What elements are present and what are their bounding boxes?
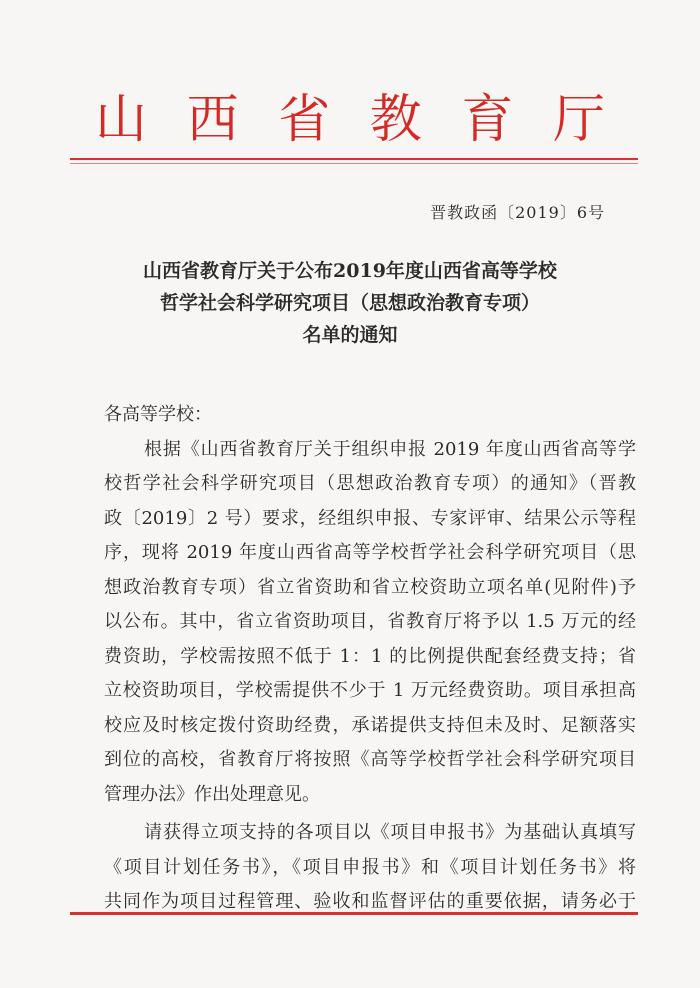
- body-line: 以公布。其中，省立省资助项目，省教育厅将予以 1.5 万元的经: [104, 611, 636, 632]
- body-line: 校应及时核定拨付资助经费，承诺提供支持但未及时、足额落实: [104, 714, 636, 736]
- title-line: 山西省教育厅关于公布2019年度山西省高等学校: [143, 260, 557, 282]
- header-red-rule: [70, 158, 638, 160]
- body-line: 立校资助项目，学校需提供不少于 1 万元经费资助。项目承担高: [104, 680, 636, 701]
- body-line: 请获得立项支持的各项目以《项目申报书》为基础认真填写: [144, 822, 636, 843]
- salutation: 各高等学校：: [104, 404, 212, 425]
- paragraph-2: [104, 816, 636, 920]
- body-line: 校哲学社会科学研究项目（思想政治教育专项）的通知》（晋教: [104, 473, 636, 494]
- body-line: 共同作为项目过程管理、验收和监督评估的重要依据，请务必于: [104, 891, 636, 912]
- document-title: [0, 255, 700, 351]
- letterhead-char: 省: [278, 90, 331, 150]
- letterhead-org-name: [95, 88, 605, 152]
- title-line: 名单的通知: [302, 324, 398, 346]
- body-line: 到位的高校，省教育厅将按照《高等学校哲学社会科学研究项目: [104, 749, 636, 770]
- footer-red-rule: [70, 912, 638, 915]
- body-line: 序，现将 2019 年度山西省高等学校哲学社会科学研究项目（思: [104, 542, 636, 563]
- document-number: 晋教政函〔2019〕6号: [430, 203, 605, 222]
- body-line: 费资助，学校需按照不低于 1：1 的比例提供配套经费支持；省: [104, 645, 636, 667]
- body-line: 管理办法》作出处理意见。: [104, 783, 320, 805]
- document-body: [104, 398, 636, 920]
- header-red-rule-thin: [70, 163, 638, 164]
- body-line: 根据《山西省教育厅关于组织申报 2019 年度山西省高等学: [144, 438, 636, 460]
- letterhead-char: 教: [369, 90, 422, 150]
- letterhead-char: 育: [461, 90, 514, 150]
- body-line: 想政治教育专项）省立省资助和省立校资助立项名单(见附件)予: [104, 576, 636, 598]
- letterhead-char: 厅: [552, 90, 605, 150]
- paragraph-1: [104, 433, 636, 813]
- body-line: 政〔2019〕2 号）要求，经组织申报、专家评审、结果公示等程: [104, 507, 636, 529]
- letterhead-char: 山: [95, 90, 148, 150]
- body-line: 《项目计划任务书》，《项目申报书》和《项目计划任务书》将: [104, 856, 636, 878]
- title-line: 哲学社会科学研究项目（思想政治教育专项）: [159, 292, 540, 314]
- letterhead-char: 西: [186, 90, 239, 150]
